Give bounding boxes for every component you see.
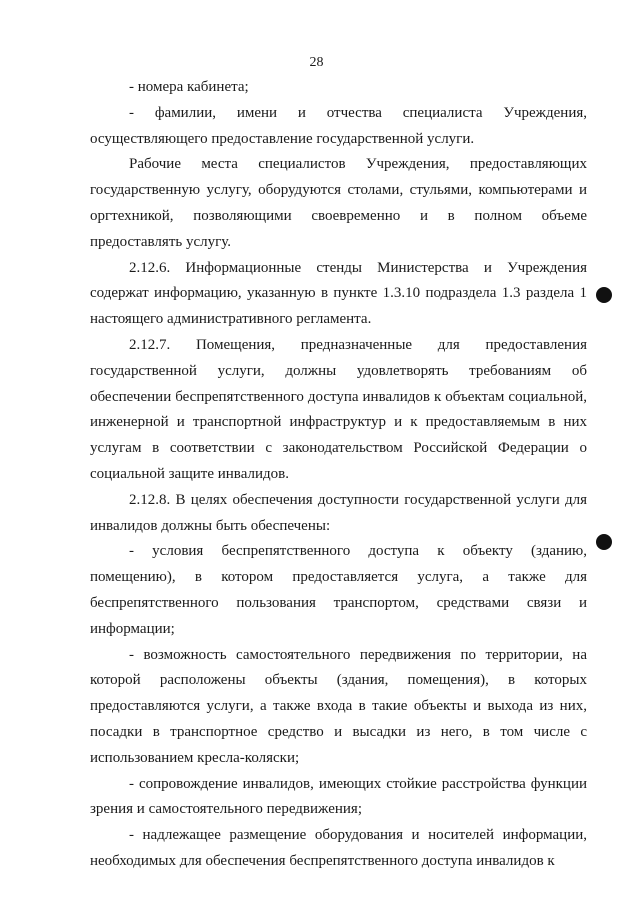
paragraph: - номера кабинета;	[129, 79, 249, 95]
paragraph: 2.12.8. В целях обеспечения доступности государственной услуги для инвалидов должны быть обеспечены:	[90, 491, 587, 534]
paragraph: - условия беспрепятственного доступа к объекту (зданию, помещению), в котором предоставляется услуга, а также для беспрепятственного пользования транспортом, средствами связи и информации;	[90, 543, 587, 637]
paragraph: - возможность самостоятельного передвижения по территории, на которой расположены объекты (здания, помещения), в которых предоставляются услуги, а также входа в такие объекты и выхода из них, посадки в транспортное средство и высадки из него, в том числе с использованием кресла-коляски;	[90, 646, 587, 766]
punch-hole-mark	[596, 534, 612, 550]
paragraph: 2.12.6. Информационные стенды Министерства и Учреждения содержат информацию, указанную в пункте 1.3.10 подраздела 1.3 раздела 1 настоящего административного регламента.	[90, 259, 587, 328]
paragraph: - сопровождение инвалидов, имеющих стойкие расстройства функции зрения и самостоятельного передвижения;	[90, 775, 587, 818]
document-body	[90, 75, 587, 875]
punch-hole-mark	[596, 287, 612, 303]
paragraph: 2.12.7. Помещения, предназначенные для предоставления государственной услуги, должны удовлетворять требованиям об обеспечении беспрепятственного доступа инвалидов к объектам социальной, инженерной и транспортной инфраструктур и к предоставляемым в них услугам в соответствии с законодательством Российской Федерации о социальной защите инвалидов.	[90, 336, 587, 482]
page-number: 28	[309, 55, 324, 70]
paragraph: - фамилии, имени и отчества специалиста Учреждения, осуществляющего предоставление государственной услуги.	[90, 104, 587, 147]
paragraph: - надлежащее размещение оборудования и носителей информации, необходимых для обеспечения беспрепятственного доступа инвалидов к	[90, 827, 587, 869]
paragraph: Рабочие места специалистов Учреждения, предоставляющих государственную услугу, оборудуются столами, стульями, компьютерами и оргтехникой, позволяющими своевременно и в полном объеме предоставлять услугу.	[90, 156, 587, 250]
